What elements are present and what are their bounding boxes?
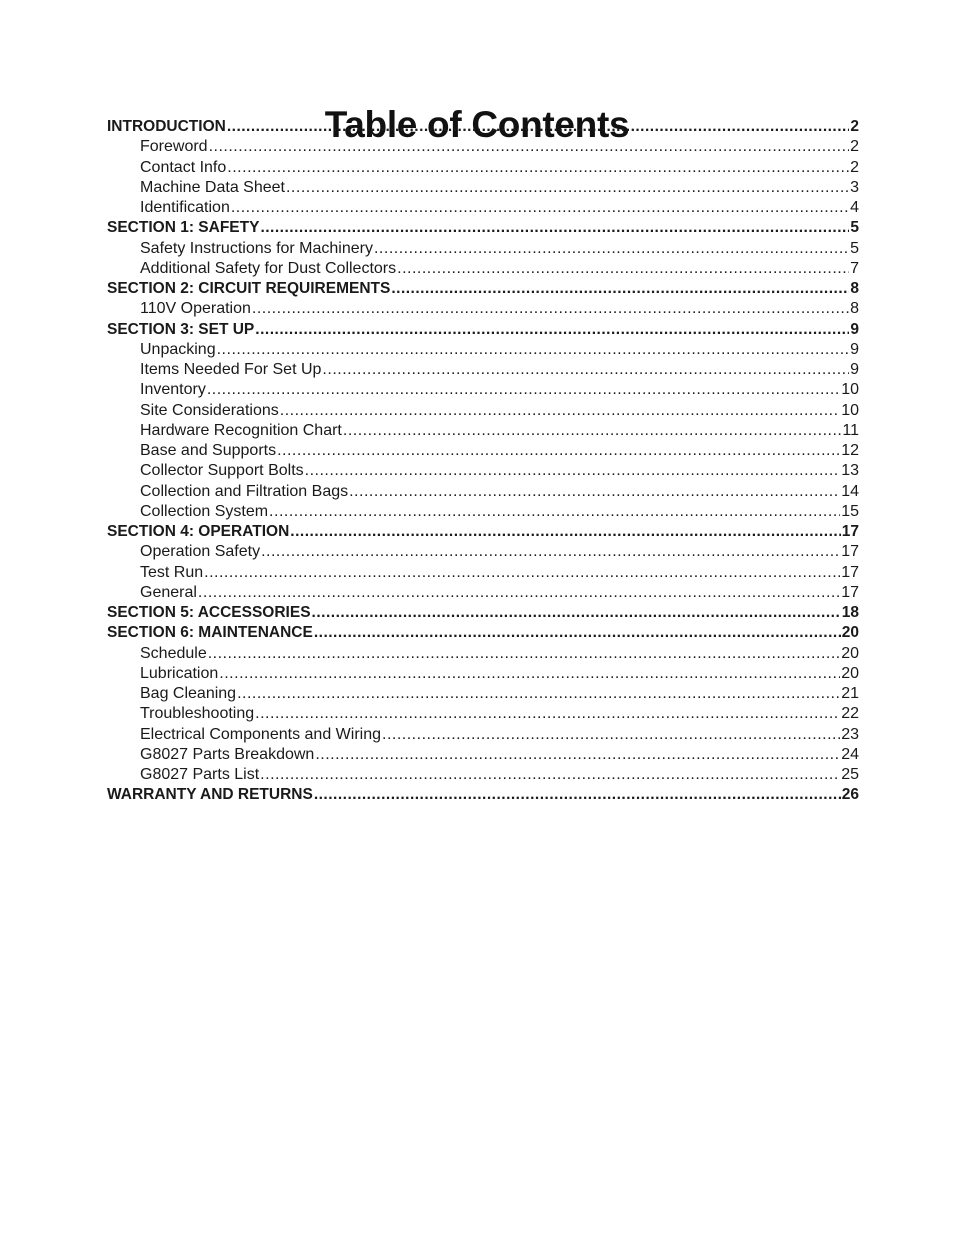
toc-entry-page-number: 2 [850, 118, 859, 135]
toc-section-entry [107, 623, 859, 643]
toc-entry-page-number: 23 [841, 725, 859, 743]
toc-dot-leader [255, 320, 849, 340]
toc-entry-page-number: 2 [850, 158, 859, 176]
table-of-contents [107, 117, 859, 806]
toc-entry-page-number: 21 [841, 685, 859, 702]
toc-subsection-entry [107, 664, 859, 684]
toc-dot-leader [209, 137, 850, 157]
toc-subsection-entry [107, 745, 859, 765]
toc-entry-page-number: 2 [850, 138, 859, 156]
toc-entry-label: Collection and Filtration Bags [140, 482, 349, 500]
toc-entry-page-number: 9 [850, 320, 859, 338]
toc-entry-label: Site Considerations [140, 401, 279, 419]
toc-entry-label: 110V Operation [140, 300, 251, 318]
toc-entry-page-number: 4 [850, 199, 859, 216]
toc-dot-leader [217, 340, 849, 360]
toc-entry-label: Troubleshooting [140, 705, 255, 723]
toc-dot-leader [277, 441, 840, 461]
toc-dot-leader [349, 482, 840, 502]
toc-subsection-entry [107, 502, 859, 522]
toc-entry-page-number: 13 [841, 462, 859, 480]
toc-section-entry [107, 279, 859, 299]
toc-dot-leader [391, 279, 849, 299]
toc-subsection-entry [107, 340, 859, 360]
toc-entry-label: Unpacking [140, 340, 216, 358]
toc-entry-label: Inventory [140, 381, 206, 399]
toc-subsection-entry [107, 401, 859, 421]
toc-dot-leader [207, 380, 840, 400]
toc-entry-label: Contact Info [140, 158, 227, 176]
toc-entry-page-number: 9 [850, 361, 859, 378]
toc-subsection-entry [107, 482, 859, 502]
toc-entry-page-number: 14 [841, 482, 859, 500]
toc-subsection-entry [107, 563, 859, 583]
toc-dot-leader [312, 603, 841, 623]
toc-subsection-entry [107, 137, 859, 157]
toc-dot-leader [227, 158, 849, 178]
toc-entry-label: Foreword [140, 138, 208, 156]
toc-entry-label: Identification [140, 199, 230, 216]
toc-entry-label: Base and Supports [140, 442, 277, 459]
toc-entry-label: G8027 Parts List [140, 766, 260, 783]
toc-entry-page-number: 12 [841, 442, 859, 459]
toc-entry-page-number: 20 [841, 664, 859, 682]
toc-subsection-entry [107, 299, 859, 319]
toc-dot-leader [305, 461, 841, 481]
toc-dot-leader [260, 765, 840, 785]
toc-dot-leader [286, 178, 849, 198]
toc-entry-page-number: 18 [841, 604, 859, 621]
toc-entry-page-number: 10 [841, 401, 859, 419]
toc-dot-leader [231, 198, 849, 218]
toc-dot-leader [260, 218, 849, 238]
toc-entry-page-number: 5 [850, 239, 859, 257]
toc-entry-label: SECTION 6: MAINTENANCE [107, 624, 313, 642]
toc-subsection-entry [107, 198, 859, 218]
toc-dot-leader [280, 401, 840, 421]
toc-subsection-entry [107, 158, 859, 178]
toc-entry-page-number: 17 [841, 523, 859, 540]
toc-entry-label: SECTION 3: SET UP [107, 320, 255, 338]
toc-entry-page-number: 15 [841, 502, 859, 520]
toc-entry-page-number: 9 [850, 340, 859, 358]
toc-section-entry [107, 320, 859, 340]
toc-subsection-entry [107, 583, 859, 603]
toc-dot-leader [290, 522, 840, 542]
toc-dot-leader [237, 684, 840, 704]
toc-subsection-entry [107, 421, 859, 441]
toc-dot-leader [198, 583, 840, 603]
toc-entry-page-number: 3 [850, 178, 859, 196]
toc-entry-label: SECTION 1: SAFETY [107, 219, 260, 237]
toc-entry-label: Test Run [140, 563, 204, 581]
toc-dot-leader [314, 623, 841, 643]
toc-entry-page-number: 17 [841, 563, 859, 581]
toc-section-entry [107, 117, 859, 137]
toc-subsection-entry [107, 765, 859, 785]
toc-dot-leader [269, 502, 840, 522]
toc-dot-leader [219, 664, 840, 684]
toc-subsection-entry [107, 178, 859, 198]
toc-subsection-entry [107, 542, 859, 562]
toc-entry-page-number: 10 [841, 381, 859, 399]
toc-entry-page-number: 11 [842, 421, 859, 439]
toc-dot-leader [314, 785, 841, 805]
toc-entry-label: Collection System [140, 502, 269, 520]
toc-subsection-entry [107, 441, 859, 461]
toc-dot-leader [227, 117, 850, 137]
toc-entry-page-number: 25 [841, 766, 859, 783]
toc-entry-label: Lubrication [140, 664, 219, 682]
toc-entry-label: General [140, 583, 197, 601]
toc-entry-label: SECTION 4: OPERATION [107, 523, 290, 540]
toc-entry-label: Electrical Components and Wiring [140, 725, 381, 743]
toc-entry-label: INTRODUCTION [107, 118, 226, 135]
toc-subsection-entry [107, 461, 859, 481]
toc-entry-label: Hardware Recognition Chart [140, 421, 342, 439]
toc-entry-page-number: 8 [850, 280, 859, 297]
toc-subsection-entry [107, 259, 859, 279]
toc-entry-label: SECTION 5: ACCESSORIES [107, 604, 311, 621]
toc-entry-label: Operation Safety [140, 543, 261, 561]
toc-subsection-entry [107, 360, 859, 380]
toc-entry-page-number: 7 [850, 259, 859, 277]
toc-section-entry [107, 603, 859, 623]
toc-dot-leader [204, 563, 840, 583]
toc-dot-leader [208, 644, 840, 664]
toc-subsection-entry [107, 684, 859, 704]
toc-section-entry [107, 218, 859, 238]
toc-entry-page-number: 8 [850, 300, 859, 318]
toc-dot-leader [322, 360, 849, 380]
toc-subsection-entry [107, 725, 859, 745]
toc-dot-leader [252, 299, 849, 319]
toc-entry-label: Safety Instructions for Machinery [140, 239, 373, 257]
toc-entry-label: Collector Support Bolts [140, 462, 304, 480]
toc-dot-leader [261, 542, 840, 562]
toc-dot-leader [315, 745, 840, 765]
toc-entry-label: Items Needed For Set Up [140, 361, 322, 378]
toc-entry-label: G8027 Parts Breakdown [140, 745, 315, 763]
toc-subsection-entry [107, 239, 859, 259]
toc-dot-leader [343, 421, 842, 441]
toc-entry-page-number: 26 [841, 786, 859, 804]
toc-entry-page-number: 24 [841, 745, 859, 763]
toc-section-entry [107, 785, 859, 805]
toc-dot-leader [374, 239, 849, 259]
toc-entry-label: SECTION 2: CIRCUIT REQUIREMENTS [107, 280, 391, 297]
toc-subsection-entry [107, 704, 859, 724]
toc-entry-label: Bag Cleaning [140, 685, 237, 702]
toc-entry-page-number: 20 [841, 624, 859, 642]
page-title: Table of Contents [324, 103, 630, 145]
toc-entry-label: Schedule [140, 644, 207, 662]
toc-subsection-entry [107, 380, 859, 400]
toc-entry-page-number: 17 [841, 583, 859, 601]
toc-entry-page-number: 20 [841, 644, 859, 662]
toc-subsection-entry [107, 644, 859, 664]
toc-dot-leader [397, 259, 849, 279]
toc-dot-leader [255, 704, 840, 724]
toc-entry-page-number: 22 [841, 705, 859, 723]
toc-dot-leader [382, 725, 840, 745]
toc-section-entry [107, 522, 859, 542]
toc-entry-label: Additional Safety for Dust Collectors [140, 259, 397, 277]
toc-entry-page-number: 17 [841, 543, 859, 561]
toc-entry-label: Machine Data Sheet [140, 178, 285, 196]
toc-entry-label: WARRANTY AND RETURNS [107, 786, 313, 804]
toc-entry-page-number: 5 [850, 219, 859, 237]
